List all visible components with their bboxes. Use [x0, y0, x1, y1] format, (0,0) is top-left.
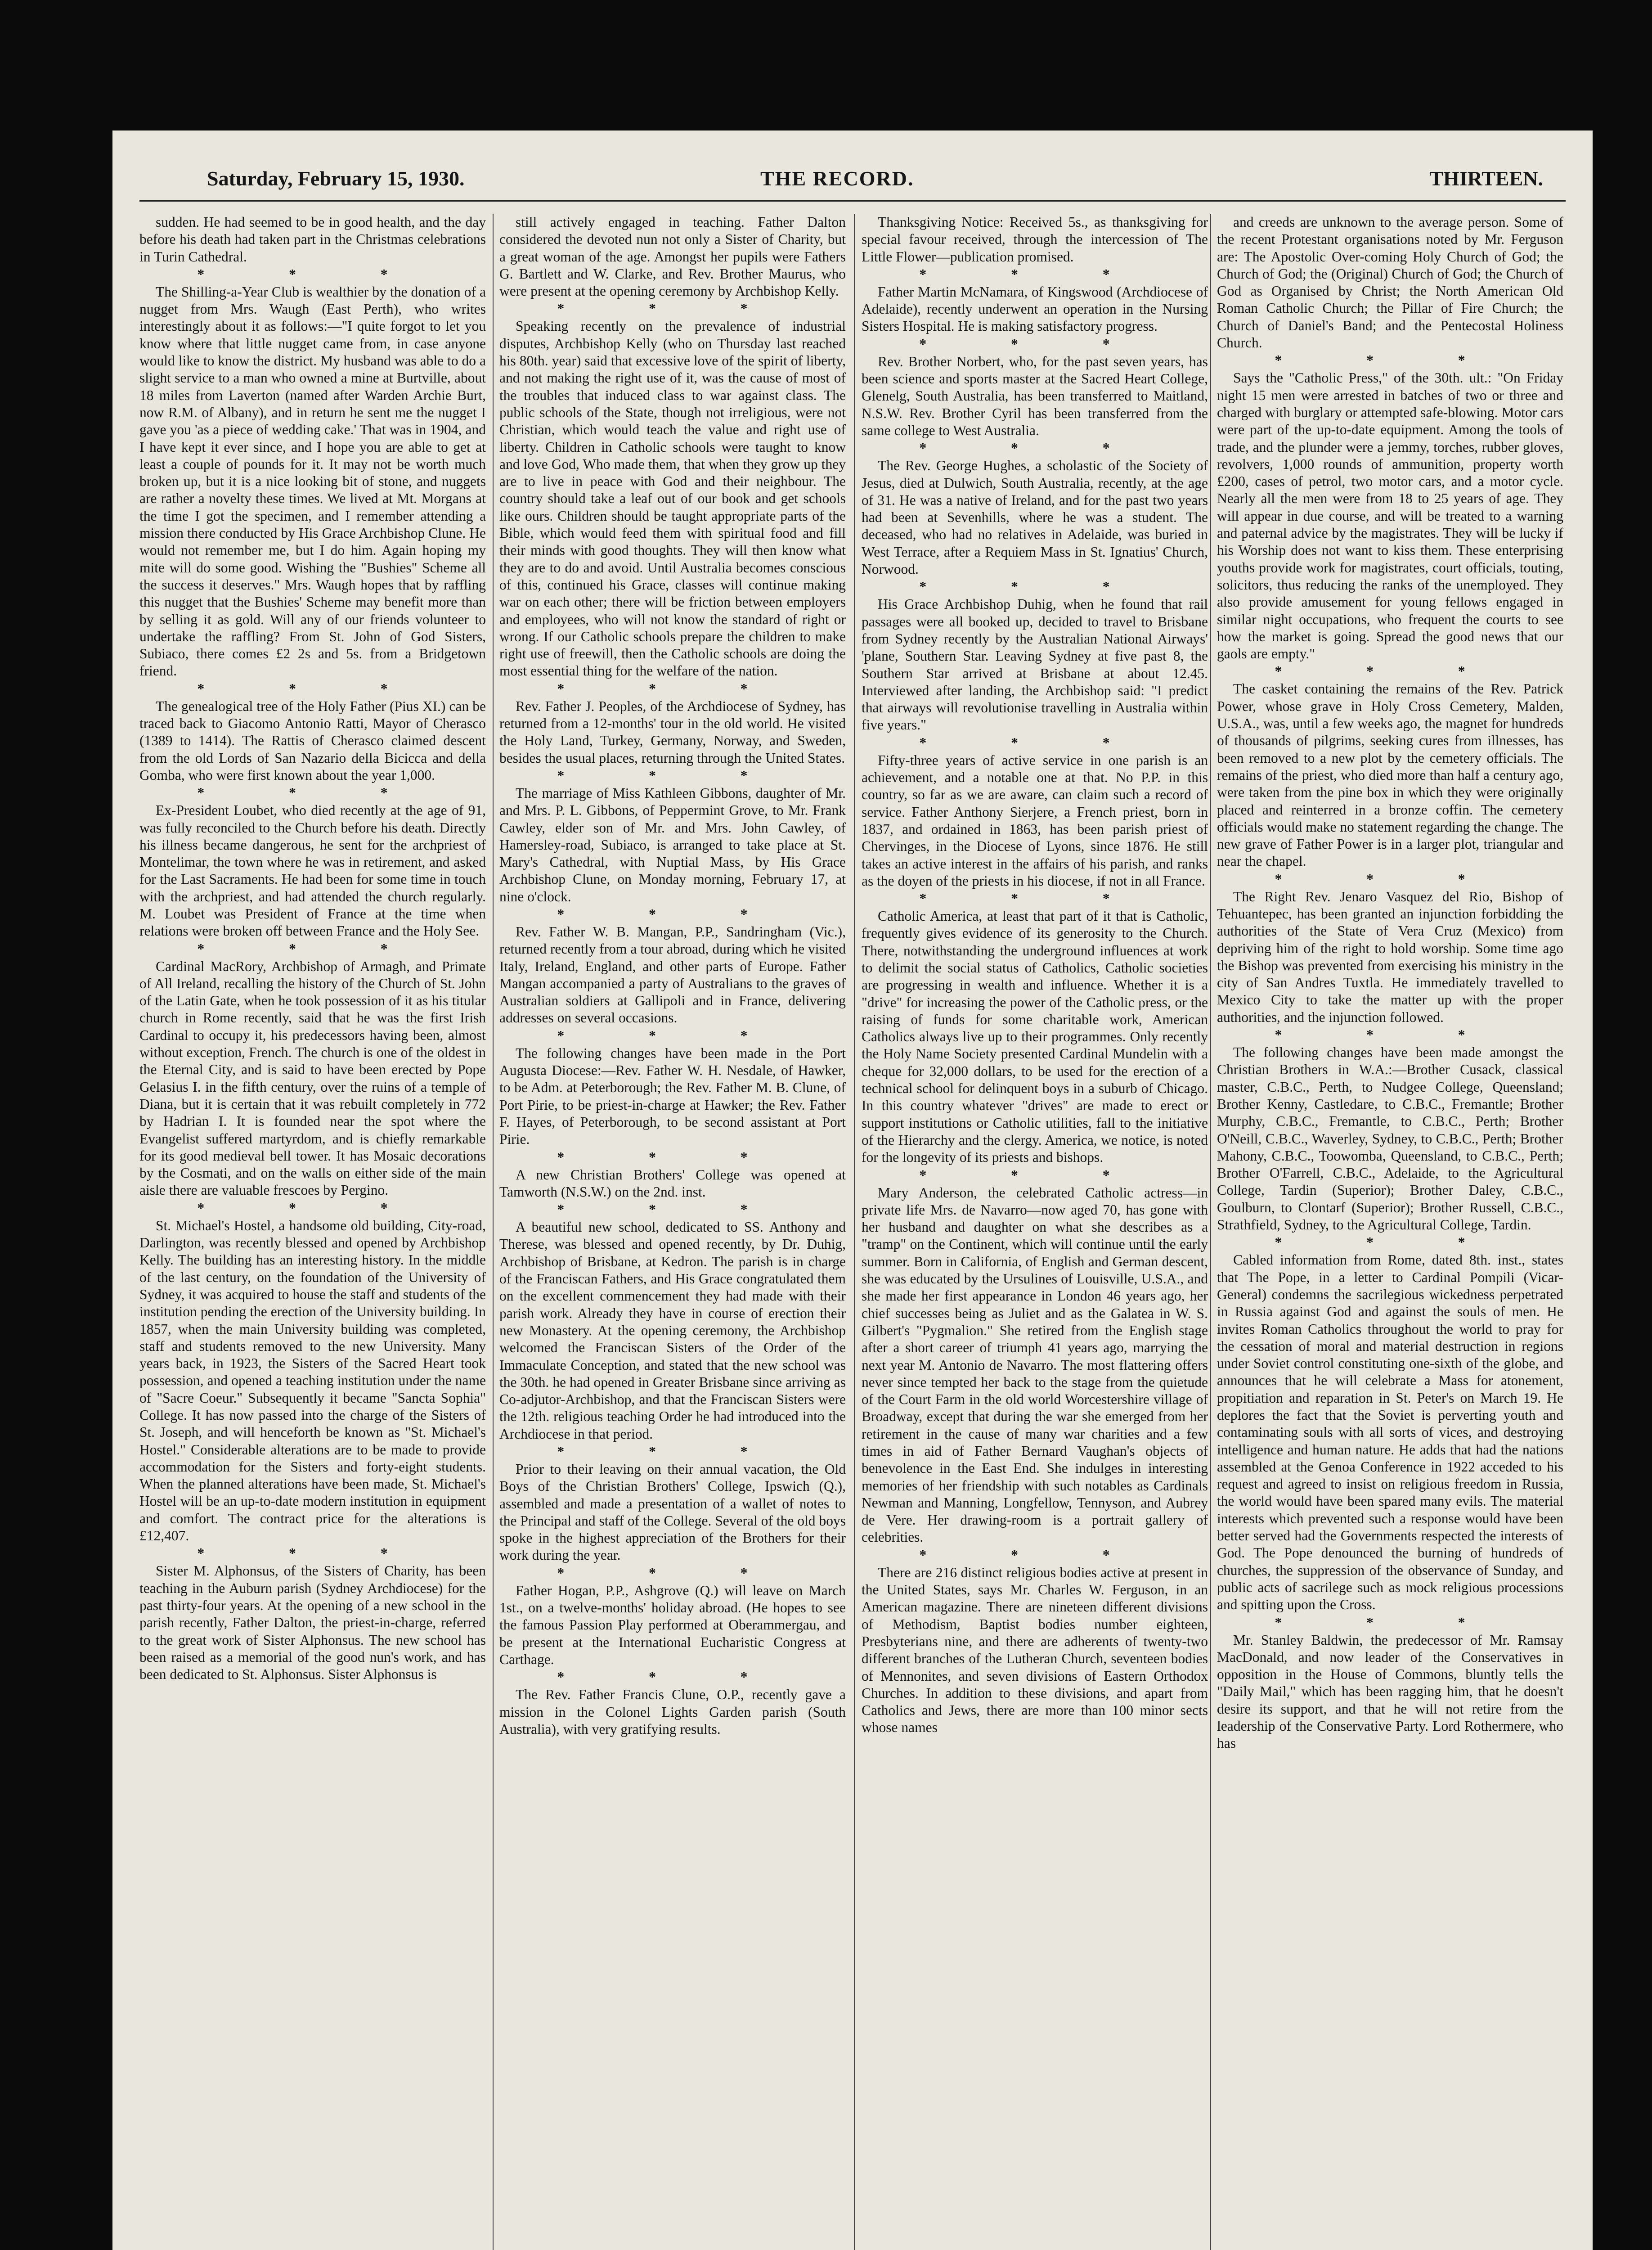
- news-paragraph: St. Michael's Hostel, a handsome old building, City-road, Darlington, was recently blessed and opened by Archbishop Kelly. The building has an interesting history. In the middle of the last century, on the foundation of the University of Sydney, it was acquired to house the staff and students of the institution pending the erection of the University building. In 1857, when the main University building was completed, staff and students removed to the new University. Many years back, in 1923, the Sisters of the Sacred Heart took possession, and opened a teaching institution under the name of "Sacre Coeur." Subsequently it became "Sancta Sophia" College. It has now passed into the charge of the Sisters of St. Joseph, and will henceforth be known as "St. Michael's Hostel." Considerable alterations are to be made to provide accommodation for the Sisters and forty-eight students. When the planned alterations have been made, St. Michael's Hostel will be an up-to-date modern institution in equipment and comfort. The contract price for the alterations is £12,407.: [139, 1217, 486, 1544]
- news-paragraph: His Grace Archbishop Duhig, when he found that rail passages were all booked up, decided to travel to Brisbane from Sydney recently by the Australian National Airways' 'plane, Southern Star. Leaving Sydney at five past 8, the Southern Star arrived at Brisbane at about 12.45. Interviewed after landing, the Archbishop said: "I predict that airways will revolutionise travelling in Australia within five years.": [862, 596, 1208, 733]
- news-paragraph: The following changes have been made in the Port Augusta Diocese:—Rev. Father W. H. Nesdale, of Hawker, to be Adm. at Peterborough; the Rev. Father M. B. Clune, of Port Pirie, to be priest-in-charge at Hawker; the Rev. Father F. Hayes, of Peterborough, to be second assistant at Port Pirie.: [499, 1045, 846, 1148]
- section-separator: * * *: [1275, 1614, 1506, 1630]
- header-rule: [139, 200, 1566, 202]
- section-separator: * * *: [557, 1149, 788, 1165]
- news-paragraph: Mr. Stanley Baldwin, the predecessor of Mr. Ramsay MacDonald, and now leader of the Conservatives in opposition in the House of Commons, bluntly tells the "Daily Mail," which has been ragging him, that he doesn't desire its support, and that he will not retire from the leadership of the Conservative Party. Lord Rothermere, who has: [1217, 1632, 1563, 1751]
- section-separator: * * *: [919, 891, 1150, 907]
- section-separator: * * *: [557, 906, 788, 922]
- section-separator: * * *: [1275, 352, 1506, 369]
- section-separator: * * *: [197, 1545, 428, 1562]
- section-separator: * * *: [197, 785, 428, 801]
- page-number: THIRTEEN.: [1429, 167, 1543, 190]
- news-paragraph: The genealogical tree of the Holy Father (Pius XI.) can be traced back to Giacomo Antonio Ratti, Mayor of Cherasco (1389 to 1414). The Rattis of Cherasco claimed descent from the old Lords of San Nazario della Bicicca and della Gomba, who were first known about the year 1,000.: [139, 698, 486, 783]
- news-paragraph: Says the "Catholic Press," of the 30th. ult.: "On Friday night 15 men were arrested in batches of two or three and charged with burglary or attempted safe-blowing. Motor cars were part of the up-to-date equipment. Among the tools of trade, and the plunder were a jemmy, torches, rubber gloves, revolvers, 1,000 rounds of ammunition, property worth £200, cases of petrol, two motor cars, and a motor cycle. Nearly all the men were from 18 to 25 years of age. They will appear in due course, and will be treated to a warning and paternal advice by the magistrates. They will be lucky if his Worship does not want to kiss them. These enterprising youths provide work for magistrates, court officials, touting, solicitors, thus reducing the ranks of the unemployed. They also provide amusement for young fellows engaged in similar night occupations, who frequent the courts to see how the market is going. Spread the good news that our gaols are empty.": [1217, 370, 1563, 662]
- news-paragraph: Father Hogan, P.P., Ashgrove (Q.) will leave on March 1st., on a twelve-months' holiday abroad. (He hopes to see the famous Passion Play performed at Oberammergau, and be present at the International Eucharistic Congress at Carthage.: [499, 1582, 846, 1667]
- section-separator: * * *: [919, 440, 1150, 456]
- news-paragraph: The Rev. George Hughes, a scholastic of the Society of Jesus, died at Dulwich, South Australia, recently, at the age of 31. He was a native of Ireland, and for the past two years had been at Sevenhills, where he was a student. The deceased, who had no relatives in Adelaide, was buried in West Terrace, after a Requiem Mass in St. Ignatius' Church, Norwood.: [862, 458, 1208, 577]
- section-separator: * * *: [197, 680, 428, 697]
- column-3: [862, 214, 1208, 2250]
- section-separator: * * *: [1275, 871, 1506, 887]
- news-paragraph: A beautiful new school, dedicated to SS. Anthony and Therese, was blessed and opened recently, by Dr. Duhig, Archbishop of Brisbane, at Kedron. The parish is in charge of the Franciscan Fathers, and His Grace congratulated them on the excellent commencement they had made with their parish work. Already they have in course of erection their new Monastery. At the opening ceremony, the Archbishop welcomed the Franciscan Sisters of the Order of the Immaculate Conception, and stated that the new school was the 30th. he had opened in Greater Brisbane since arriving as Co-adjutor-Archbishop, and that the Franciscan Sisters were the 12th. religious teaching Order he had introduced into the Archdiocese in that period.: [499, 1219, 846, 1442]
- news-paragraph: Rev. Father W. B. Mangan, P.P., Sandringham (Vic.), returned recently from a tour abroad, during which he visited Italy, Ireland, England, and other parts of Europe. Father Mangan accompanied a party of Australians to the graves of Australian soldiers at Gallipoli and in France, delivering addresses on several occasions.: [499, 923, 846, 1026]
- section-separator: * * *: [1275, 1234, 1506, 1251]
- news-paragraph: Prior to their leaving on their annual vacation, the Old Boys of the Christian Brothers' College, Ipswich (Q.), assembled and made a presentation of a wallet of notes to the Principal and staff of the College. Several of the old boys spoke in the highest appreciation of the Brothers for their work during the year.: [499, 1461, 846, 1563]
- masthead: [112, 130, 1593, 198]
- news-paragraph: Rev. Brother Norbert, who, for the past seven years, has been science and sports master at the Sacred Heart College, Glenelg, South Australia, has been transferred to Maitland, N.S.W. Rev. Brother Cyril has been transferred from the same college to West Australia.: [862, 353, 1208, 438]
- section-separator: * * *: [557, 1565, 788, 1581]
- news-paragraph: The casket containing the remains of the Rev. Patrick Power, whose grave in Holy Cross Cemetery, Malden, U.S.A., was, until a few weeks ago, the magnet for hundreds of thousands of pilgrims, seeking cures from illnesses, has been removed to a new plot by the cemetery officials. The remains of the priest, who died more than half a century ago, were taken from the pine box in which they were originally placed and reinterred in a bronze coffin. The cemetery officials would make no statement regarding the change. The new grave of Father Power is in a larger plot, triangular and near the chapel.: [1217, 681, 1563, 869]
- column-divider: [1210, 214, 1211, 2250]
- section-separator: * * *: [557, 680, 788, 697]
- news-paragraph: and creeds are unknown to the average person. Some of the recent Protestant organisations noted by Mr. Ferguson are: The Apostolic Over-coming Holy Church of God; the Church of God; the (Original) Church of God; the Church of God as Organised by Christ; the North American Old Roman Catholic Church; the Pillar of Fire Church; the Church of Daniel's Band; and the Pentecostal Holiness Church.: [1217, 214, 1563, 351]
- section-separator: * * *: [557, 1444, 788, 1459]
- section-separator: * * *: [557, 1669, 788, 1685]
- newspaper-page: [112, 130, 1593, 2250]
- news-paragraph: still actively engaged in teaching. Father Dalton considered the devoted nun not only a Sister of Charity, but a great woman of the age. Amongst her pupils were Fathers G. Bartlett and W. Clarke, and Rev. Brother Maurus, who were present at the opening ceremony by Archbishop Kelly.: [499, 214, 846, 299]
- news-paragraph: Rev. Father J. Peoples, of the Archdiocese of Sydney, has returned from a 12-months' tour in the old world. He visited the Holy Land, Turkey, Germany, Norway, and Sweden, besides the usual places, returning through the United States.: [499, 698, 846, 766]
- news-paragraph: Sister M. Alphonsus, of the Sisters of Charity, has been teaching in the Auburn parish (Sydney Archdiocese) for the past thirty-four years. At the opening of a new school in the parish recently, Father Dalton, the priest-in-charge, referred to the great work of Sister Alphonsus. The new school has been raised as a memorial of the good nun's work, and has been dedicated to St. Alphonsus. Sister Alphonsus is: [139, 1563, 486, 1683]
- news-paragraph: The Rev. Father Francis Clune, O.P., recently gave a mission in the Colonel Lights Garden parish (South Australia), with very gratifying results.: [499, 1687, 846, 1737]
- news-paragraph: The Right Rev. Jenaro Vasquez del Rio, Bishop of Tehuantepec, has been granted an injunction forbidding the authorities of the State of Vera Cruz (Mexico) from depriving him of the right to hold worship. Some time ago the Bishop was prevented from exercising his ministry in the city of San Andres Tuxtla. He immediately travelled to Mexico City to take the matter up with the proper authorities, and the injunction followed.: [1217, 888, 1563, 1025]
- column-divider: [854, 214, 855, 2250]
- news-paragraph: Father Martin McNamara, of Kingswood (Archdiocese of Adelaide), recently underwent an operation in the Nursing Sisters Hospital. He is making satisfactory progress.: [862, 284, 1208, 334]
- news-paragraph: A new Christian Brothers' College was opened at Tamworth (N.S.W.) on the 2nd. inst.: [499, 1166, 846, 1200]
- news-paragraph: Speaking recently on the prevalence of industrial disputes, Archbishop Kelly (who on Thursday last reached his 80th. year) said that excessive love of the spirit of liberty, and not making the right use of it, was the cause of most of the troubles that induced class to war against class. The public schools of the State, though not irreligious, were not Christian, which would teach the value and right use of liberty. Children in Catholic schools were taught to know and love God, Who made them, that when they grow up they are to live in peace with God and their neighbour. The country should take a leaf out of our book and get schools like ours. Children should be taught appropriate parts of the Bible, which would feed them with spiritual food and fill their minds with good thoughts. They will then know what they are to do and avoid. Until Australia becomes conscious of this, continued his Grace, classes will continue making war on each other; there will be friction between employers and employees, who will not know the standard of right or wrong. If our Catholic schools prepare the children to make right use of freewill, then the Catholic schools are doing the most essential thing for the welfare of the nation.: [499, 318, 846, 679]
- section-separator: * * *: [557, 767, 788, 783]
- section-separator: * * *: [919, 579, 1150, 595]
- section-separator: * * *: [197, 940, 428, 957]
- news-paragraph: The marriage of Miss Kathleen Gibbons, daughter of Mr. and Mrs. P. L. Gibbons, of Peppermint Grove, to Mr. Frank Cawley, elder son of Mr. and Mrs. John Cawley, of Hamersley-road, Subiaco, is arranged to take place at St. Mary's Cathedral, with Nuptial Mass, by His Grace Archbishop Clune, on Monday morning, February 17, at nine o'clock.: [499, 785, 846, 904]
- issue-date: Saturday, February 15, 1930.: [207, 167, 465, 190]
- section-separator: * * *: [919, 1547, 1150, 1563]
- news-paragraph: Ex-President Loubet, who died recently at the age of 91, was fully reconciled to the Church before his death. Directly his illness became dangerous, he sent for the archpriest of Montelimar, the town where he was in retirement, and asked for the Last Sacraments. He had been for some time in touch with the archpriest, and had attended the church regularly. M. Loubet was President of France at the time when relations were broken off between France and the Holy See.: [139, 802, 486, 939]
- section-separator: * * *: [197, 266, 428, 282]
- news-paragraph: The Shilling-a-Year Club is wealthier by the donation of a nugget from Mrs. Waugh (East Perth), who writes interestingly about it as follows:—"I quite forgot to let you know where that little nugget came from, in case anyone would like to know the district. My husband was able to do a slight service to a man who owned a mine at Burtville, about 18 miles from Laverton (named after Warden Archie Burt, now R.M. of Albany), and in return he sent me the nugget I gave you 'as a piece of wedding cake.' That was in 1904, and I have kept it ever since, and I hope you are able to get at least a couple of pounds for it. It may not be worth much broken up, but it is a nice looking bit of stone, and nuggets are rather a novelty these times. We lived at Mt. Morgans at the time I got the specimen, and I remember attending a mission there conducted by His Grace Archbishop Clune. He would not remember me, but I do him. Again hoping my mite will do some good. Wishing the "Bushies" Scheme all the success it deserves." Mrs. Waugh hopes that by raffling this nugget that the Bushies' Scheme may benefit more than by selling it as gold. Will any of our friends volunteer to undertake the raffling? From St. John of God Sisters, Subiaco, there comes £2 2s and 5s. from a Bridgetown friend.: [139, 284, 486, 679]
- section-separator: * * *: [1275, 663, 1506, 680]
- section-separator: * * *: [919, 336, 1150, 352]
- section-separator: * * *: [919, 1167, 1150, 1183]
- column-1: [139, 214, 486, 2250]
- news-paragraph: Catholic America, at least that part of it that is Catholic, frequently gives evidence of its generosity to the Church. There, notwithstanding the underground influences at work to delimit the social status of Catholics, Catholic societies are progressing in wealth and influence. Whether it is a "drive" for increasing the power of the Catholic press, or the raising of funds for some charitable work, American Catholics always live up to their programmes. Only recently the Holy Name Society presented Cardinal Mundelin with a cheque for 32,000 dollars, to be used for the erection of a technical school for delinquent boys in a suburb of Chicago. In this country whatever "drives" are made to erect or support institutions or Catholic utilities, fall to the initiative of the Hierarchy and the clergy. America, we notice, is noted for the longevity of its priests and bishops.: [862, 908, 1208, 1166]
- section-separator: * * *: [557, 301, 788, 317]
- news-paragraph: The following changes have been made amongst the Christian Brothers in W.A.:—Brother Cusack, classical master, C.B.C., Perth, to Nudgee College, Queensland; Brother Kenny, Castledare, to C.B.C., Fremantle; Brother Murphy, C.B.C., Fremantle, to C.B.C., Perth; Brother O'Neill, C.B.C., Waverley, Sydney, to C.B.C., Perth; Brother Mahony, C.B.C., Toowomba, Queensland, to C.B.C., Perth; Brother O'Farrell, C.B.C., Adelaide, to the Agricultural College, Tardin (Superior); Brother Daley, C.B.C., Goulburn, to Clontarf (Superior); Brother Russell, C.B.C., Strathfield, Sydney, to the Agricultural College, Tardin.: [1217, 1044, 1563, 1233]
- column-4: [1217, 214, 1563, 2250]
- column-2: [499, 214, 846, 2250]
- news-paragraph: sudden. He had seemed to be in good health, and the day before his death had taken part in the Christmas celebrations in Turin Cathedral.: [139, 214, 486, 265]
- section-separator: * * *: [557, 1202, 788, 1218]
- section-separator: * * *: [1275, 1027, 1506, 1043]
- section-separator: * * *: [557, 1027, 788, 1044]
- news-paragraph: Mary Anderson, the celebrated Catholic actress—in private life Mrs. de Navarro—now aged 70, has gone with her husband and daughter on what she describes as a "tramp" on the Continent, which will continue until the early summer. Born in California, of English and German descent, she was educated by the Ursulines of Louisville, U.S.A., and she made her first appearance in London 46 years ago, her chief successes being as Juliet and as the Galatea in W. S. Gilbert's "Pygmalion." She retired from the English stage after a short career of triumph 41 years ago, marrying the next year M. Antonio de Navarro. The most flattering offers never since tempted her back to the stage from the quietude of the Court Farm in the old world Worcestershire village of Broadway, except that during the war she emerged from her retirement in the cause of many war charities and a few times in aid of Father Bernard Vaughan's objects of benevolence in the East End. She indulges in interesting memories of her friendship with such notables as Cardinals Newman and Manning, Longfellow, Tennyson, and Aubrey de Vere. Her drawing-room is a portrait gallery of celebrities.: [862, 1184, 1208, 1545]
- column-divider: [493, 214, 494, 2250]
- news-paragraph: There are 216 distinct religious bodies active at present in the United States, says Mr. Charles W. Ferguson, in an American magazine. There are nineteen different divisions of Methodism, Baptist bodies number eighteen, Presbyterians nine, and there are adherents of twenty-two different branches of the Lutheran Church, seventeen bodies of Mennonites, and seven divisions of Eastern Orthodox Churches. In addition to these divisions, and apart from Catholics and Jews, there are more than 100 minor sects whose names: [862, 1564, 1208, 1736]
- news-paragraph: Cardinal MacRory, Archbishop of Armagh, and Primate of All Ireland, recalling the history of the Church of St. John of the Latin Gate, when he took possession of it as his titular church in Rome recently, said that he was the first Irish Cardinal to occupy it, his predecessors having been, almost without exception, French. The church is one of the oldest in the Eternal City, and is said to have been erected by Pope Gelasius I. in the fifth century, over the ruins of a temple of Diana, but it is certain that it was rebuilt completely in 772 by Hadrian I. It is founded near the spot where the Evangelist suffered martyrdom, and is chiefly remarkable for its good medieval bell tower. It has Mosaic decorations by the Cosmati, and on the walls on either side of the main aisle there are valuable frescoes by Pergino.: [139, 958, 486, 1198]
- news-paragraph: Thanksgiving Notice: Received 5s., as thanksgiving for special favour received, through the intercession of The Little Flower—publication promised.: [862, 214, 1208, 265]
- section-separator: * * *: [919, 734, 1150, 751]
- section-separator: * * *: [197, 1200, 428, 1216]
- news-paragraph: Fifty-three years of active service in one parish is an achievement, and a notable one at that. No P.P. in this country, so far as we are aware, can claim such a record of service. Father Anthony Sierjere, a French priest, born in 1837, and ordained in 1863, has been parish priest of Chervinges, in the Diocese of Lyons, since 1876. He still takes an active interest in the affairs of his parish, and ranks as the doyen of the priests in his diocese, if not in all France.: [862, 752, 1208, 889]
- section-separator: * * *: [919, 266, 1150, 282]
- newspaper-title: THE RECORD.: [760, 167, 914, 190]
- news-paragraph: Cabled information from Rome, dated 8th. inst., states that The Pope, in a letter to Cardinal Pompili (Vicar-General) condemns the sacrilegious wickedness perpetrated in Russia against God and against the souls of men. He invites Roman Catholics throughout the world to pray for the cessation of moral and material destruction in regions under Soviet control constituting one-sixth of the globe, and announces that he will celebrate a Mass for atonement, propitiation and reparation in St. Peter's on March 19. He deplores the fact that the Soviet is perverting youth and contaminating souls with all sorts of vices, and destroying intelligence and human nature. He adds that had the nations assembled at the Genoa Conference in 1922 acceded to his request and agreed to insist on religious freedom in Russia, the world would have been spared many evils. The material interests which prevented such a response would have been better served had the Governments respected the interests of God. The Pope denounced the burning of hundreds of churches, the suppression of the observance of Sunday, and public acts of sacrilege such as mock religious processions and spitting upon the Cross.: [1217, 1252, 1563, 1613]
